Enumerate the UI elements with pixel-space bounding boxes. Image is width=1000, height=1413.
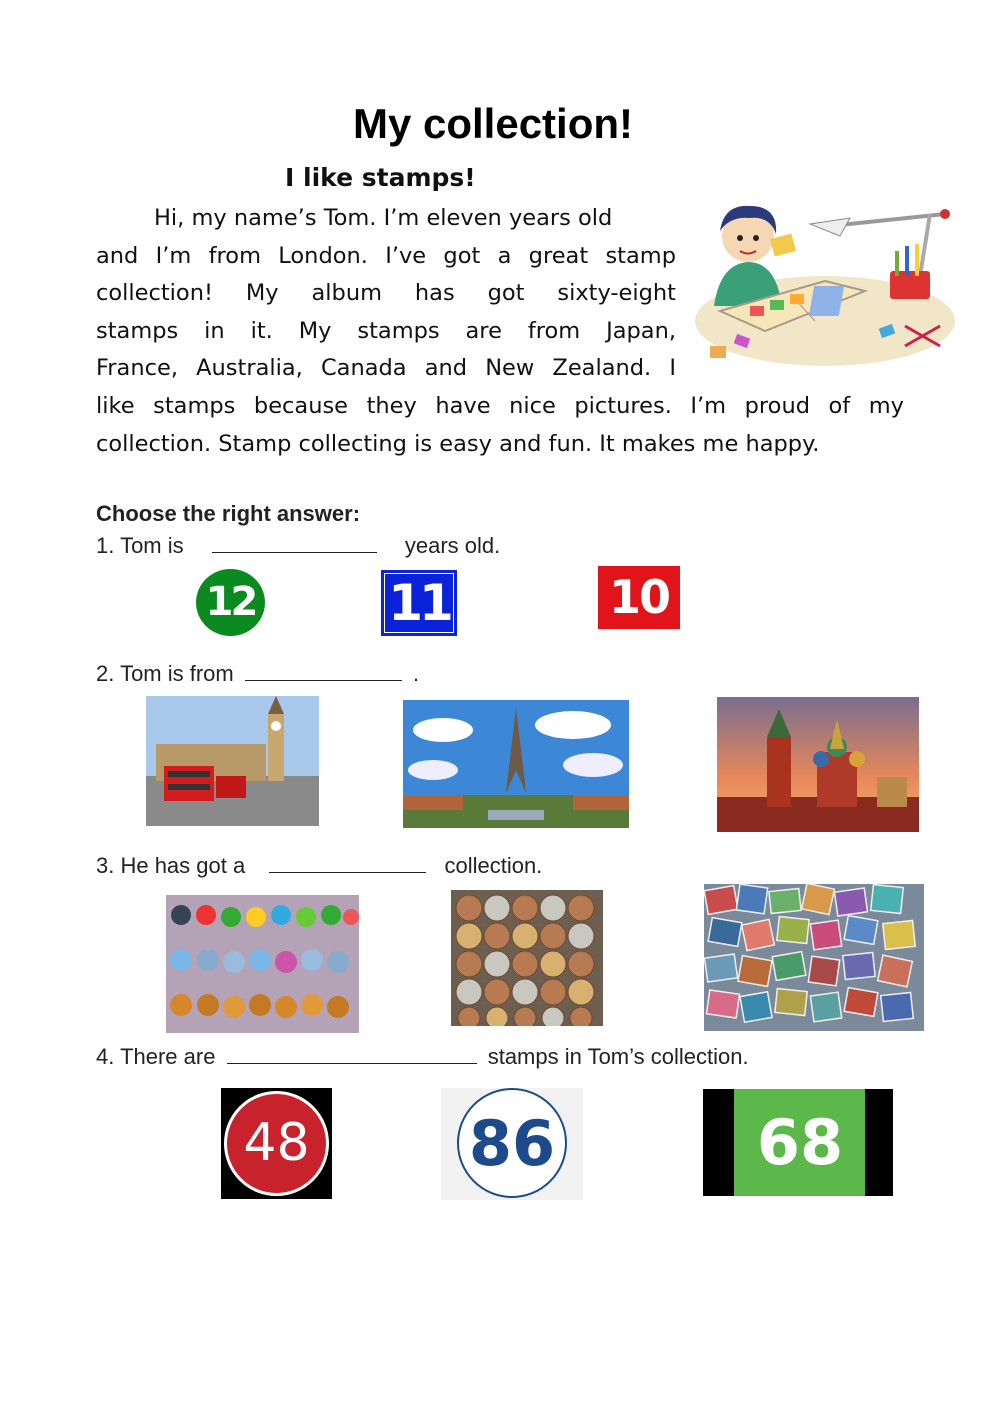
answer-11-square[interactable]: 11 [381,570,457,636]
question-4 [96,1044,749,1070]
instruction-heading: Choose the right answer: [96,501,361,526]
question-2-suffix: . [413,661,420,686]
question-3-suffix: collection. [444,853,543,878]
story-line: and I’m from London. I’ve got a great stamp [96,242,676,269]
story-paragraph-bottom [96,388,904,463]
story-line: collection! My album has got sixty-eight [96,280,676,306]
stamps-photo[interactable] [704,884,924,1031]
answer-blank[interactable] [269,854,426,873]
answer-86-badge[interactable]: 86 [441,1088,583,1200]
paris-eiffel-tower-photo[interactable] [403,700,629,828]
story-paragraph-top [96,200,676,388]
question-4-suffix: stamps in Tom’s collection. [487,1044,749,1069]
story-line: France, Australia, Canada and New Zealand. I [96,355,676,381]
answer-48-badge[interactable]: 48 [221,1088,332,1199]
coins-photo[interactable] [451,890,603,1026]
question-1-text: 1. Tom is [96,533,184,558]
story-line: collection. Stamp collecting is easy and fun. It makes me happy. [96,430,820,457]
moscow-kremlin-photo[interactable] [717,697,919,832]
london-big-ben-photo[interactable] [146,696,319,826]
answer-blank[interactable] [245,662,402,681]
question-1 [96,533,500,559]
answer-10-square[interactable]: 10 [598,566,680,629]
toy-figures-photo[interactable] [166,895,359,1033]
story-line: Hi, my name’s Tom. I’m eleven years old [154,205,613,231]
question-2 [96,661,419,687]
question-2-text: 2. Tom is from [96,661,234,686]
answer-12-circle[interactable]: 12 [196,569,265,636]
story-line: like stamps because they have nice pictures. I’m proud of my [96,393,904,419]
question-4-text: 4. There are [96,1044,216,1069]
question-1-suffix: years old. [404,533,501,558]
page-title: My collection! [352,100,634,147]
answer-68-badge[interactable]: 68 [703,1089,893,1196]
answer-blank[interactable] [212,534,377,553]
question-3-text: 3. He has got a [96,853,246,878]
question-3 [96,853,542,879]
boy-with-stamp-album-illustration [690,196,956,371]
story-line: stamps in it. My stamps are from Japan, [96,317,676,344]
story-subtitle: I like stamps! [285,163,476,192]
answer-blank[interactable] [227,1045,477,1064]
